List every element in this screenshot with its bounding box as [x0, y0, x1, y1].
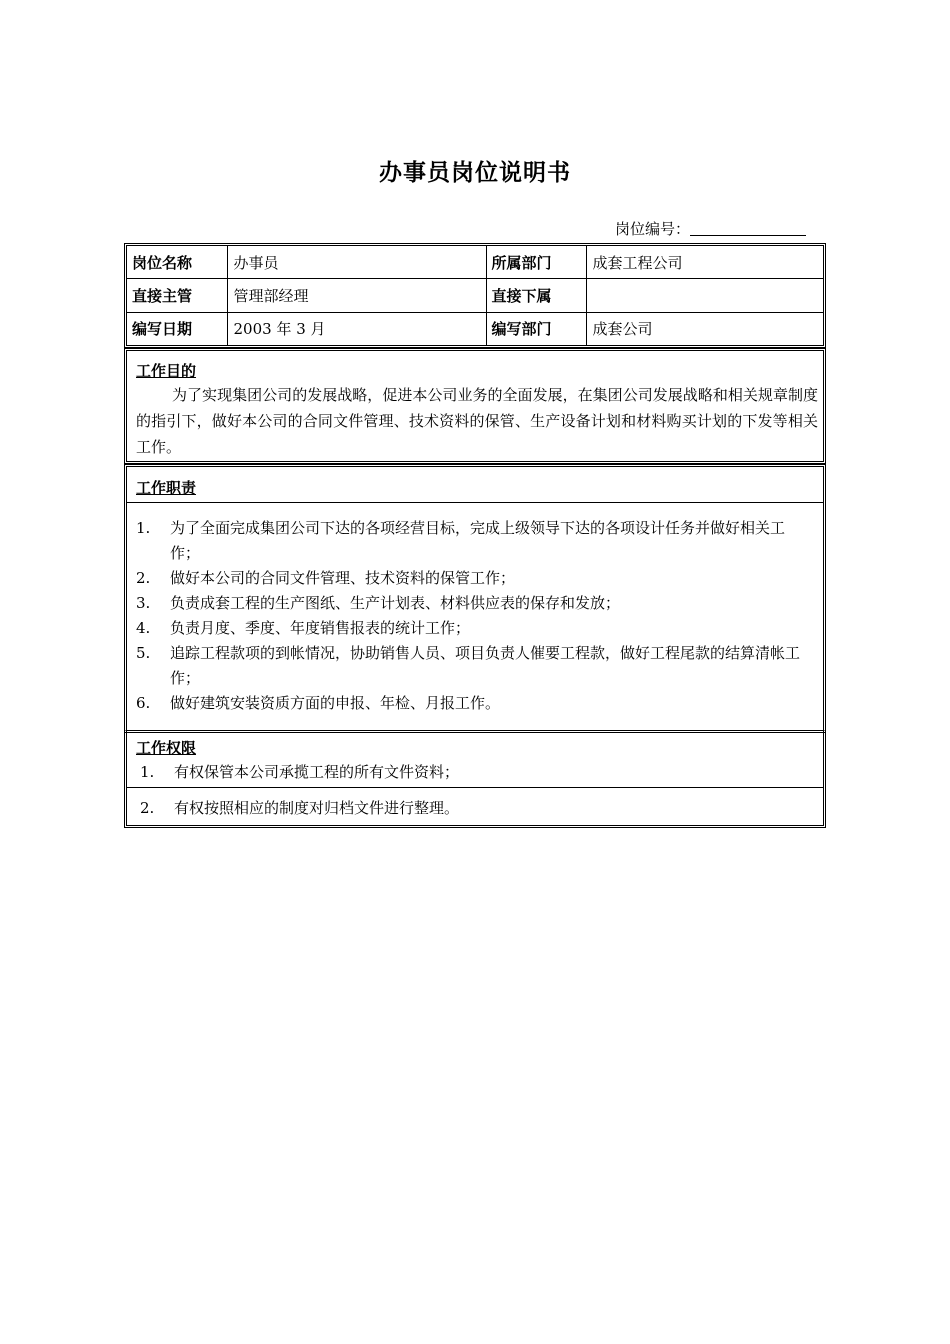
list-item: [136, 641, 813, 691]
rights-heading: 工作权限: [136, 739, 197, 757]
value-direct-supervisor: 管理部经理: [227, 279, 486, 312]
item-text: 做好本公司的合同文件管理、技术资料的保管工作；: [170, 569, 516, 587]
table-row: [127, 279, 823, 312]
list-item: [136, 516, 813, 566]
item-text: 有权保管本公司承揽工程的所有文件资料；: [174, 763, 460, 781]
item-text: 追踪工程款项的到帐情况，协助销售人员、项目负责人催要工程款，做好工程尾款的结算清帐工作；: [170, 644, 801, 687]
rights-list: [127, 758, 823, 818]
item-number: 2.: [140, 799, 155, 817]
duties-heading: 工作职责: [136, 479, 197, 497]
label-department: 所属部门: [486, 246, 586, 279]
table-row: [127, 246, 823, 279]
label-written-department: 编写部门: [486, 312, 586, 345]
label-position-name: 岗位名称: [127, 246, 227, 279]
purpose-heading: 工作目的: [136, 362, 197, 380]
list-item: [140, 762, 823, 782]
value-written-date: 2003 年 3 月: [227, 312, 486, 345]
post-number-field: [615, 218, 806, 239]
page-title: 办事员岗位说明书: [379, 160, 571, 186]
duties-list: [127, 503, 823, 716]
item-number: 1.: [140, 763, 155, 781]
item-text: 有权按照相应的制度对归档文件进行整理。: [174, 799, 460, 817]
item-text: 为了全面完成集团公司下达的各项经营目标，完成上级领导下达的各项设计任务并做好相关工作；: [170, 519, 786, 562]
list-item: [136, 616, 813, 641]
duties-section: [124, 464, 826, 733]
table-row: [127, 312, 823, 345]
post-number-label: 岗位编号：: [614, 220, 690, 238]
item-number: 5.: [136, 644, 151, 662]
duties-header: [127, 467, 823, 503]
value-department: 成套工程公司: [586, 246, 823, 279]
post-number-blank[interactable]: [690, 221, 806, 236]
purpose-section: [124, 348, 826, 464]
basic-info-table: [124, 243, 826, 348]
list-item: [136, 591, 813, 616]
value-direct-subordinate: [586, 279, 823, 312]
item-text: 做好建筑安装资质方面的申报、年检、月报工作。: [170, 694, 501, 712]
item-number: 3.: [136, 594, 151, 612]
item-number: 2.: [136, 569, 151, 587]
list-item: [136, 691, 813, 716]
value-written-department: 成套公司: [586, 312, 823, 345]
list-item: [127, 787, 823, 818]
label-written-date: 编写日期: [127, 312, 227, 345]
item-number: 6.: [136, 694, 151, 712]
label-direct-subordinate: 直接下属: [486, 279, 586, 312]
purpose-body: 为了实现集团公司的发展战略，促进本公司业务的全面发展，在集团公司发展战略和相关规章制度的指引下，做好本公司的合同文件管理、技术资料的保管、生产设备计划和材料购买计划的下发等相关工作。: [136, 386, 818, 456]
item-text: 负责月度、季度、年度销售报表的统计工作；: [170, 619, 471, 637]
rights-section: [124, 730, 826, 828]
item-text: 负责成套工程的生产图纸、生产计划表、材料供应表的保存和发放；: [170, 594, 621, 612]
value-position-name: 办事员: [227, 246, 486, 279]
label-direct-supervisor: 直接主管: [127, 279, 227, 312]
list-item: [136, 566, 813, 591]
item-number: 4.: [136, 619, 151, 637]
item-number: 1.: [136, 519, 151, 537]
